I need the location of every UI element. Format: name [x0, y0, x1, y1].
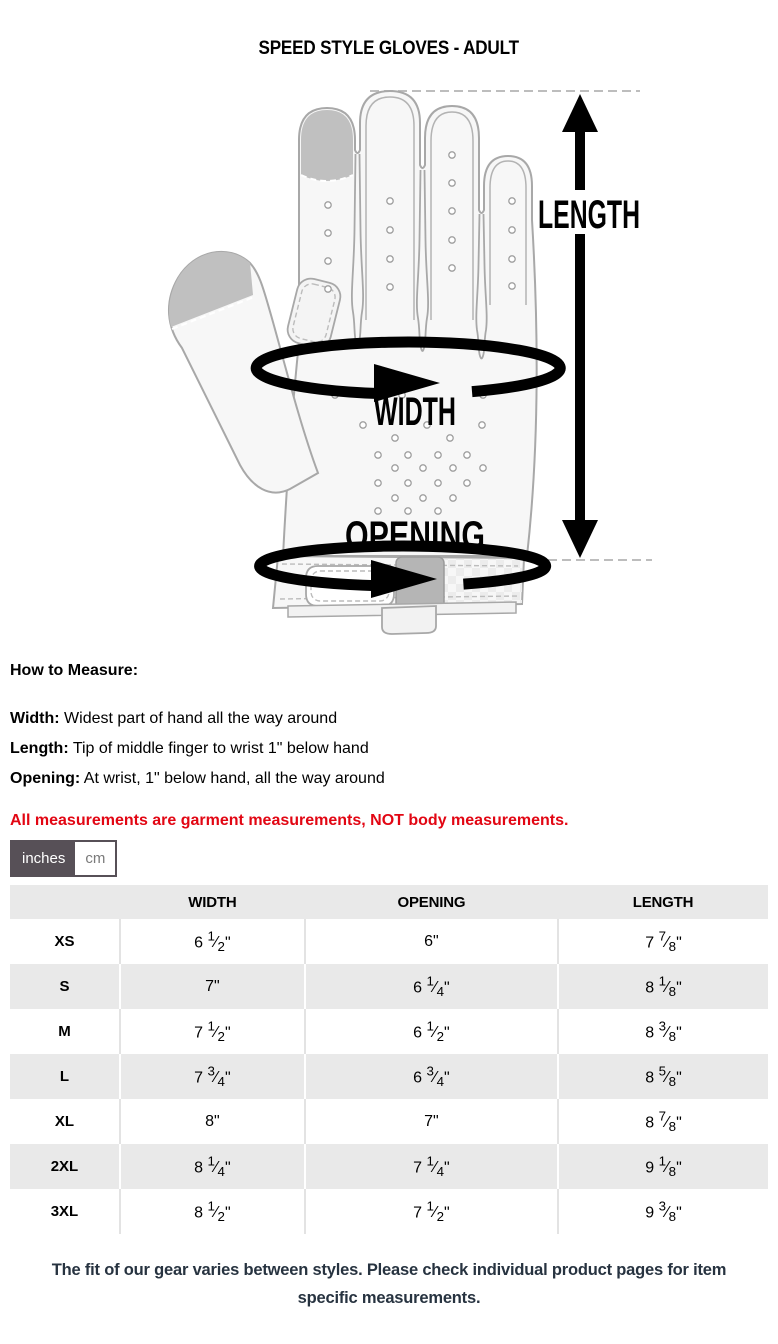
measurement-cell: 9 $^1⁄_8$": [558, 1144, 768, 1189]
index-touch-tip: [301, 110, 353, 181]
measurement-warning: All measurements are garment measurements, NOT body measurements.: [10, 812, 569, 829]
measurement-cell: 7 $^1⁄_4$": [305, 1144, 558, 1189]
size-label: XL: [54, 1113, 75, 1130]
size-row-s: [10, 964, 768, 1009]
length-label: LENGTH: [538, 193, 640, 237]
column-header-opening: OPENING: [305, 885, 558, 919]
size-row-3xl: [10, 1189, 768, 1234]
measure-instructions: [10, 704, 768, 794]
size-label: XS: [54, 933, 75, 950]
size-label: S: [59, 978, 70, 995]
measurement-cell: 8 $^7⁄_8$": [558, 1099, 768, 1144]
column-header-length: LENGTH: [558, 885, 768, 919]
measurement-cell: 6 $^1⁄_2$": [120, 919, 305, 964]
glove-cuff: [273, 556, 524, 634]
size-row-2xl: [10, 1144, 768, 1189]
measurement-cell: 7 $^1⁄_2$": [305, 1189, 558, 1234]
size-label: L: [59, 1068, 70, 1085]
measure-instruction: Length: Tip of middle finger to wrist 1" below hand: [10, 740, 369, 757]
measurement-cell: 8 $^3⁄_8$": [558, 1009, 768, 1054]
cuff-pull-tab: [382, 606, 436, 634]
measurement-cell: 8 $^1⁄_8$": [558, 964, 768, 1009]
measurement-cell: 8 $^5⁄_8$": [558, 1054, 768, 1099]
page-title: SPEED STYLE GLOVES - ADULT: [258, 38, 520, 59]
unit-inches-button[interactable]: inches: [12, 842, 75, 875]
measurement-cell: 9 $^3⁄_8$": [558, 1189, 768, 1234]
measurement-cell: 8 $^1⁄_4$": [120, 1144, 305, 1189]
measure-instruction: Width: Widest part of hand all the way around: [10, 710, 338, 727]
size-row-m: [10, 1009, 768, 1054]
how-to-measure-section: [10, 662, 768, 794]
size-row-l: [10, 1054, 768, 1099]
measurement-cell: 8": [120, 1099, 305, 1144]
measurement-cell: 7": [305, 1099, 558, 1144]
unit-cm-button[interactable]: cm: [75, 842, 115, 875]
length-arrow: [562, 94, 598, 558]
how-to-measure-heading: How to Measure:: [10, 662, 139, 679]
measurement-cell: 7 $^7⁄_8$": [558, 919, 768, 964]
size-row-xl: [10, 1099, 768, 1144]
measurement-cell: 6 $^1⁄_4$": [305, 964, 558, 1009]
size-label: 2XL: [50, 1158, 79, 1175]
size-row-xs: [10, 919, 768, 964]
measurement-cell: 7 $^3⁄_4$": [120, 1054, 305, 1099]
measurement-cell: 7": [120, 964, 305, 1009]
unit-toggle: [10, 840, 117, 877]
measurement-cell: 6 $^1⁄_2$": [305, 1009, 558, 1054]
measure-instruction: Opening: At wrist, 1" below hand, all the way around: [10, 770, 385, 787]
measurement-cell: 6 $^3⁄_4$": [305, 1054, 558, 1099]
measurement-cell: 7 $^1⁄_2$": [120, 1009, 305, 1054]
opening-label: OPENING: [345, 514, 485, 558]
glove-measurement-diagram: [0, 80, 778, 638]
size-label: 3XL: [50, 1203, 79, 1220]
column-header-size: [10, 885, 120, 919]
measurement-cell: 6": [305, 919, 558, 964]
table-header-row: [10, 885, 768, 919]
fit-disclaimer: The fit of our gear varies between styles. Please check individual product pages for item specific measurements.: [51, 1261, 727, 1307]
column-header-width: WIDTH: [120, 885, 305, 919]
width-label: WIDTH: [374, 390, 456, 434]
size-chart-table: [10, 885, 768, 1234]
measurement-cell: 8 $^1⁄_2$": [120, 1189, 305, 1234]
size-label: M: [58, 1023, 71, 1040]
